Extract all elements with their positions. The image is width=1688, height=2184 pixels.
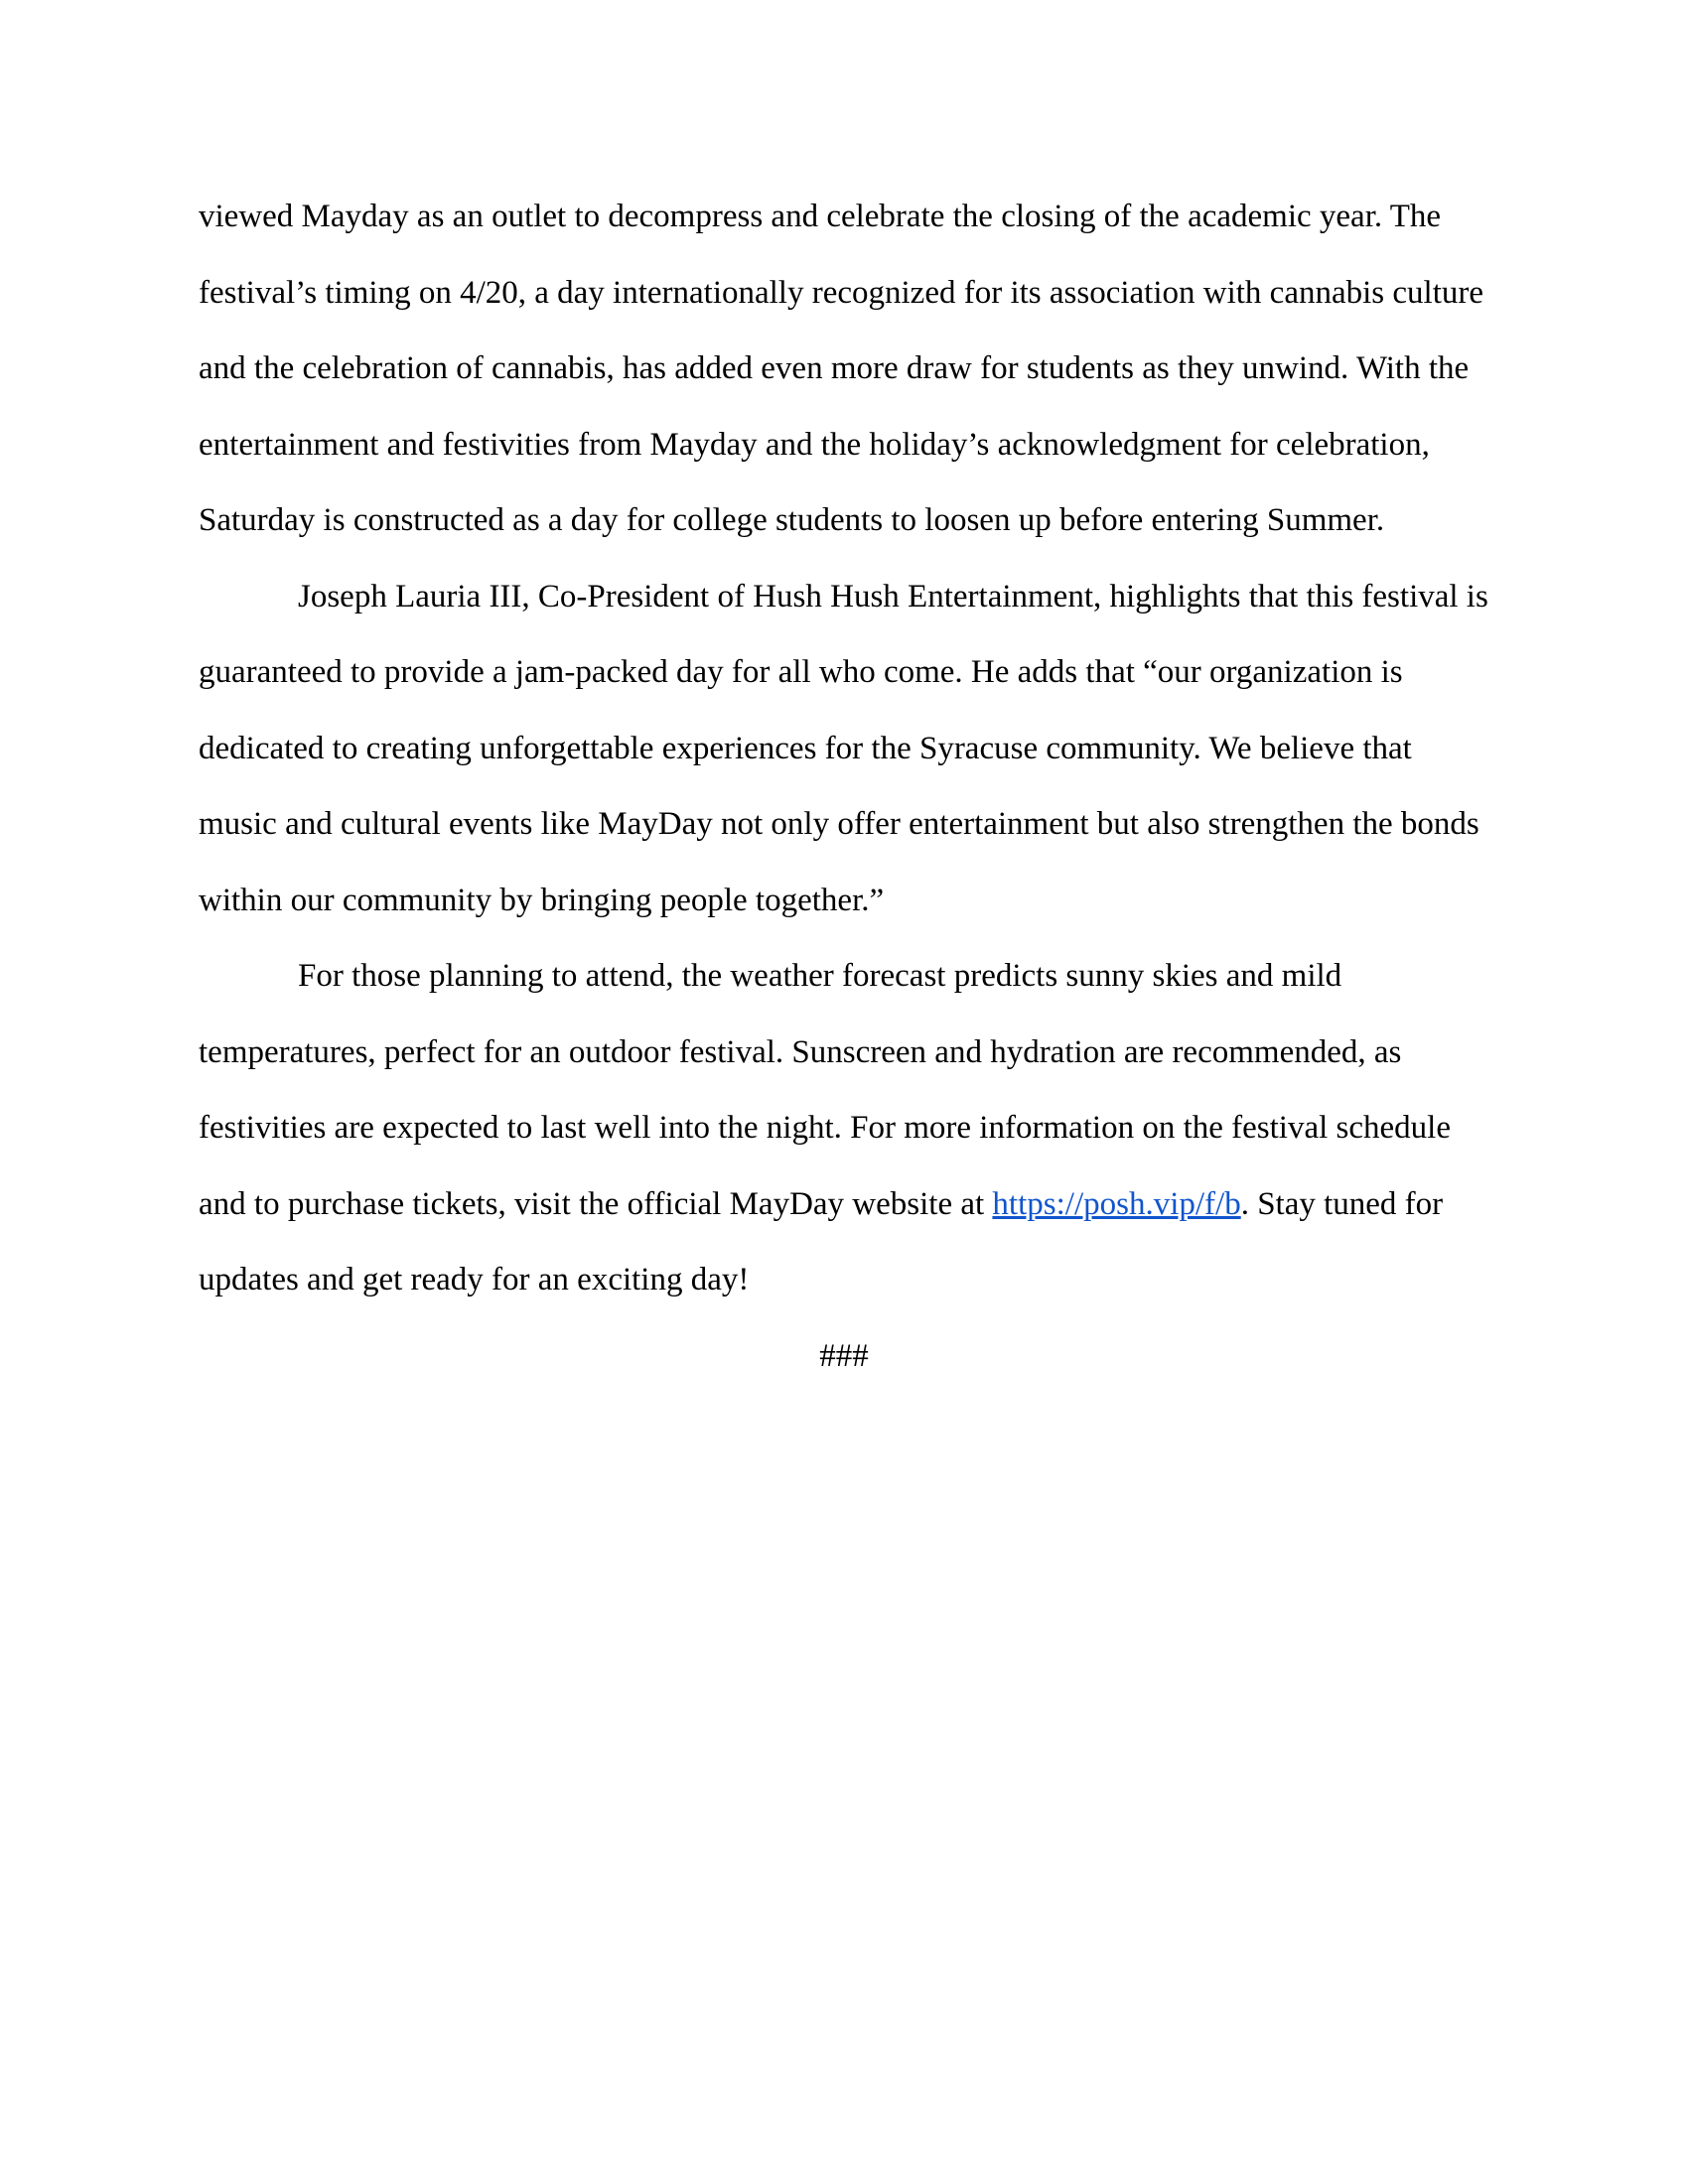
website-link[interactable]: https://posh.vip/f/b (992, 1185, 1241, 1222)
paragraph-3-text-start: For those planning to attend, the weather forecast predicts sunny skies and mild temperatures, perfect for an outdoor festival. Sunscreen and hydration are recommended, as festivities are expected to last well into the night. For more information on the festival schedule and to purchase tickets, visit the official MayDay website at (199, 958, 1451, 1222)
paragraph-1: viewed Mayday as an outlet to decompress and celebrate the closing of the academic year. The festival’s timing on 4/20, a day internationally recognized for its association with cannabis culture and the celebration of cannabis, has added even more draw for students as they unwind. With the entertainment and festivities from Mayday and the holiday’s acknowledgment for celebration, Saturday is constructed as a day for college students to loosen up before entering Summer. (199, 199, 1483, 538)
paragraph-3-text-end: . Stay tuned for updates and get ready for an exciting day! (199, 1185, 1444, 1297)
paragraph-3 (199, 938, 1489, 1318)
end-mark: ### (819, 1337, 869, 1374)
paragraph-2: Joseph Lauria III, Co-President of Hush Hush Entertainment, highlights that this festival is guaranteed to provide a jam-packed day for all who come. He adds that “our organization is dedicated to creating unforgettable experiences for the Syracuse community. We believe that music and cultural events like MayDay not only offer entertainment but also strengthen the bonds within our community by bringing people together.” (199, 578, 1488, 918)
document-body (199, 179, 1489, 1394)
